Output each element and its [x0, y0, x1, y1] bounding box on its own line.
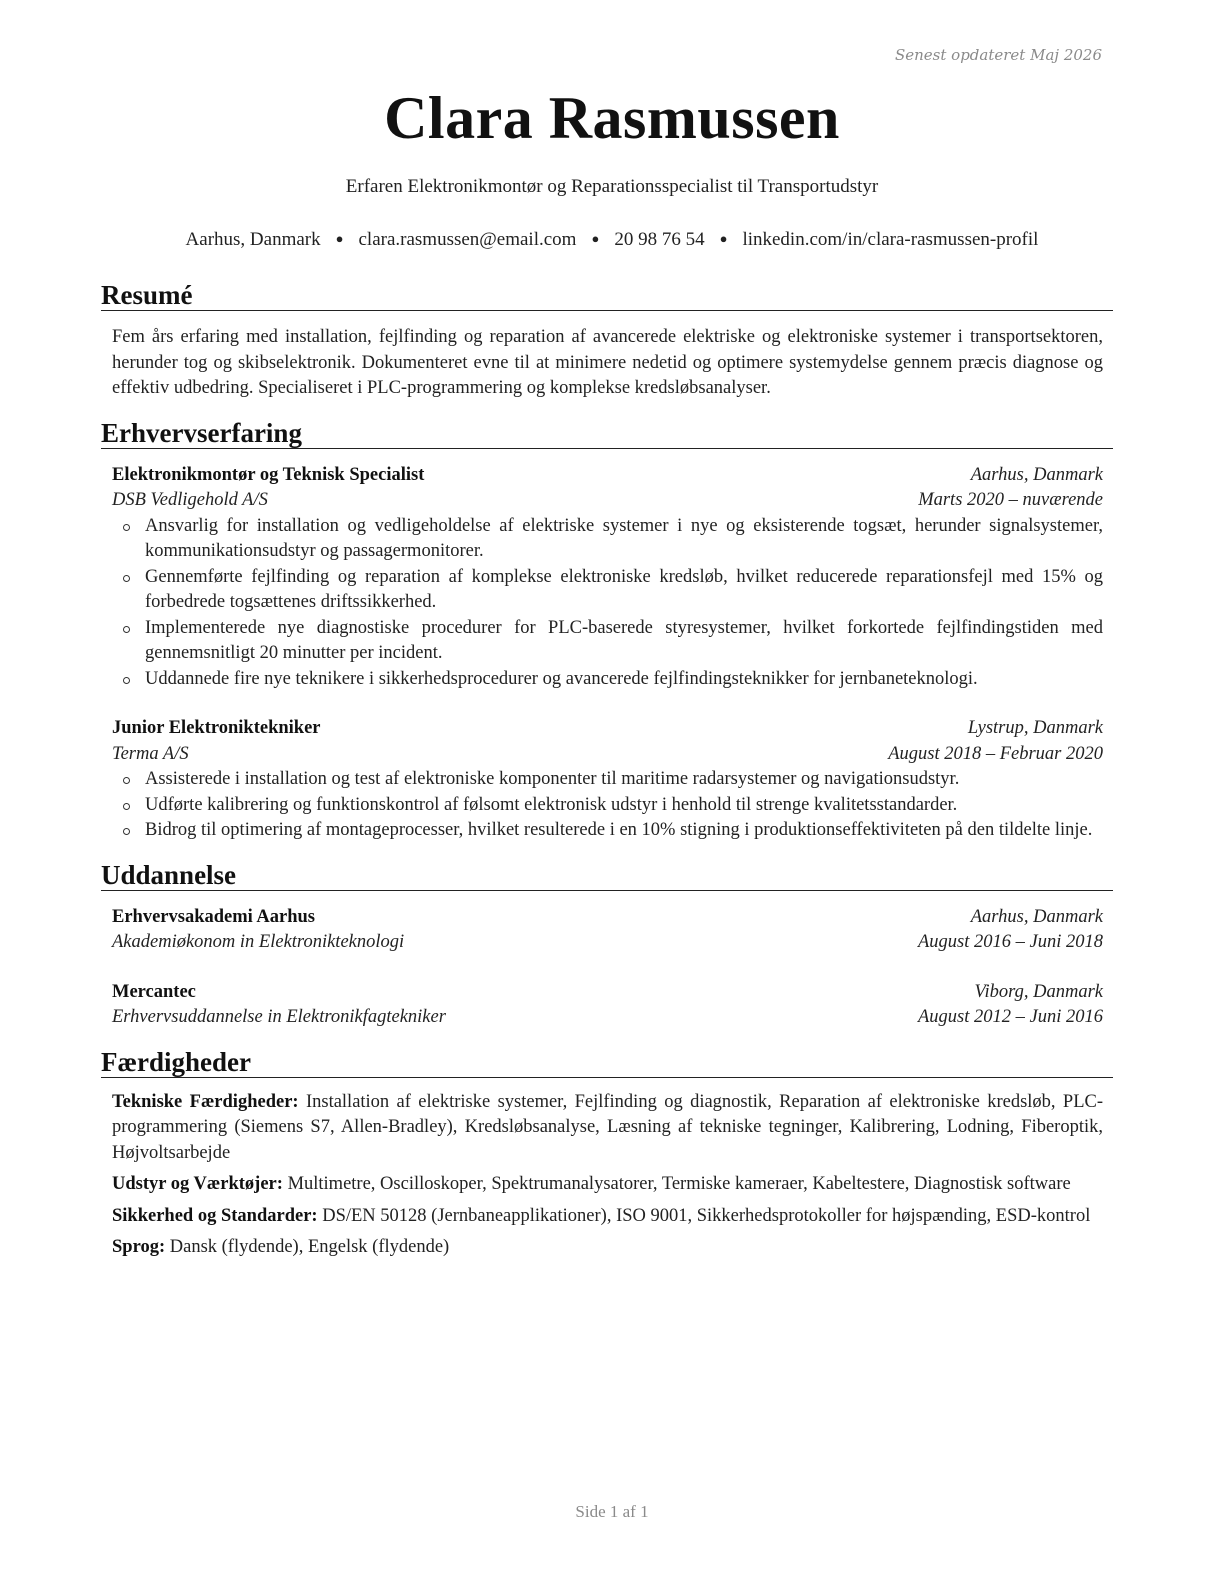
skill-text: Installation af elektriske systemer, Fejlfinding og diagnostik, Reparation af elektroniske kredsløb, PLC-programmering (Siemens S7, Allen-Bradley), Kredsløbsanalyse, Læsning af tekniske tegninger, Kalibrering, Lodning, Fiberoptik, Højvoltsarbejde [112, 1091, 1104, 1163]
job-bullets [112, 514, 1103, 693]
job-entry [101, 692, 1113, 844]
tagline: Erfaren Elektronikmontør og Reparationsspecialist til Transportudstyr [345, 176, 879, 197]
skill-label: Sprog: [112, 1237, 166, 1257]
candidate-name: Clara Rasmussen [384, 85, 840, 151]
page-number: Side 1 af 1 [575, 1502, 649, 1521]
job-role: Junior Elektroniktekniker [112, 718, 321, 738]
contact-location: Aarhus, Danmark [185, 229, 321, 250]
list-item: Gennemførte fejlfinding og reparation af komplekse elektroniske kredsløb, hvilket reducerede reparationsfejl med 15% og forbedrede togsættenes driftssikkerhed. [145, 565, 1103, 616]
resume-content [101, 280, 1113, 1271]
job-header-row [112, 463, 1103, 489]
job-sub-row [112, 742, 1103, 768]
job-header-row [112, 716, 1103, 742]
section-title-experience: Erhvervserfaring [101, 418, 1113, 449]
job-dates: Marts 2020 – nuværende [918, 490, 1103, 510]
list-item: Bidrog til optimering af montageprocesser, hvilket resulterede i en 10% stigning i produktionseffektiviteten på den tildelte linje. [145, 818, 1103, 844]
section-title-summary: Resumé [101, 280, 1113, 311]
school-name: Mercantec [112, 981, 196, 1002]
job-sub-row [112, 488, 1103, 514]
job-company: DSB Vedligehold A/S [112, 490, 268, 510]
education-header-row [112, 980, 1103, 1006]
education-sub-row [112, 1005, 1103, 1031]
school-location: Aarhus, Danmark [970, 906, 1103, 927]
list-item: Udførte kalibrering og funktionskontrol af følsomt elektronisk udstyr i henhold til strenge kvalitetsstandarder. [145, 793, 1103, 819]
skill-text: DS/EN 50128 (Jernbaneapplikationer), ISO 9001, Sikkerhedsprotokoller for højspænding, ESD-kontrol [322, 1205, 1091, 1226]
skill-label: Sikkerhed og Standarder: [112, 1205, 318, 1226]
last-updated: Senest opdateret Maj 2026 [894, 46, 1102, 64]
section-title-skills: Færdigheder [101, 1047, 1113, 1078]
experience-section [101, 418, 1113, 844]
school-location: Viborg, Danmark [974, 981, 1103, 1002]
bullet-separator: ● [719, 231, 728, 246]
job-role: Elektronikmontør og Teknisk Specialist [112, 464, 425, 485]
school-name: Erhvervsakademi Aarhus [112, 906, 316, 927]
job-dates: August 2018 – Februar 2020 [888, 743, 1103, 764]
contact-email[interactable]: clara.rasmussen@email.com [358, 229, 577, 250]
bullet-separator: ● [335, 231, 344, 246]
list-item: Assisterede i installation og test af elektroniske komponenter til maritime radarsystemer og navigationsudstyr. [145, 767, 1103, 793]
education-entry [101, 891, 1113, 956]
education-sub-row [112, 930, 1103, 956]
list-item: Ansvarlig for installation og vedligeholdelse af elektriske systemer i nye og eksisterende togsæt, herunder signalsystemer, kommunikationsudstyr og passagermonitorer. [145, 514, 1103, 565]
job-location: Lystrup, Danmark [967, 718, 1103, 738]
education-header-row [112, 905, 1103, 931]
contact-line [0, 229, 1224, 251]
education-section [101, 860, 1113, 1031]
job-location: Aarhus, Danmark [970, 464, 1103, 485]
skill-group [112, 1204, 1103, 1230]
skill-group [112, 1172, 1103, 1198]
degree: Akademiøkonom in Elektronikteknologi [112, 932, 405, 952]
summary-text: Fem års erfaring med installation, fejlfinding og reparation af avancerede elektriske og elektroniske systemer i transportsektoren, herunder tog og skibselektronik. Dokumenteret evne til at minimere nedetid og optimere systemydelse gennem præcis diagnose og effektiv udbedring. Specialiseret i PLC-programmering og komplekse kredsløbsanalyser. [112, 327, 1103, 398]
skill-label: Udstyr og Værktøjer: [112, 1174, 283, 1194]
contact-linkedin[interactable]: linkedin.com/in/clara-rasmussen-profil [742, 229, 1039, 250]
degree: Erhvervsuddannelse in Elektronikfagtekniker [112, 1007, 446, 1027]
education-dates: August 2016 – Juni 2018 [918, 932, 1103, 952]
skill-text: Dansk (flydende), Engelsk (flydende) [169, 1237, 450, 1257]
education-dates: August 2012 – Juni 2016 [918, 1007, 1103, 1027]
skill-text: Multimetre, Oscilloskoper, Spektrumanalysatorer, Termiske kameraer, Kabeltestere, Diagnostisk software [287, 1174, 1071, 1194]
job-bullets [112, 767, 1103, 844]
education-entry [101, 956, 1113, 1031]
job-entry [101, 449, 1113, 693]
list-item: Uddannede fire nye teknikere i sikkerhedsprocedurer og avancerede fejlfindingsteknikker for jernbaneteknologi. [145, 667, 1103, 693]
bullet-separator: ● [591, 231, 600, 246]
skills-section [101, 1047, 1113, 1261]
skill-group [112, 1090, 1103, 1167]
summary-section [101, 280, 1113, 402]
job-company: Terma A/S [112, 743, 189, 764]
skill-group [112, 1235, 1103, 1261]
skills-list [101, 1078, 1113, 1261]
skill-label: Tekniske Færdigheder: [112, 1091, 299, 1112]
contact-phone: 20 98 76 54 [614, 229, 705, 250]
list-item: Implementerede nye diagnostiske procedurer for PLC-baserede styresystemer, hvilket forkortede fejlfindingstiden med gennemsnitligt 20 minutter per incident. [145, 616, 1103, 667]
section-title-education: Uddannelse [101, 860, 1113, 891]
